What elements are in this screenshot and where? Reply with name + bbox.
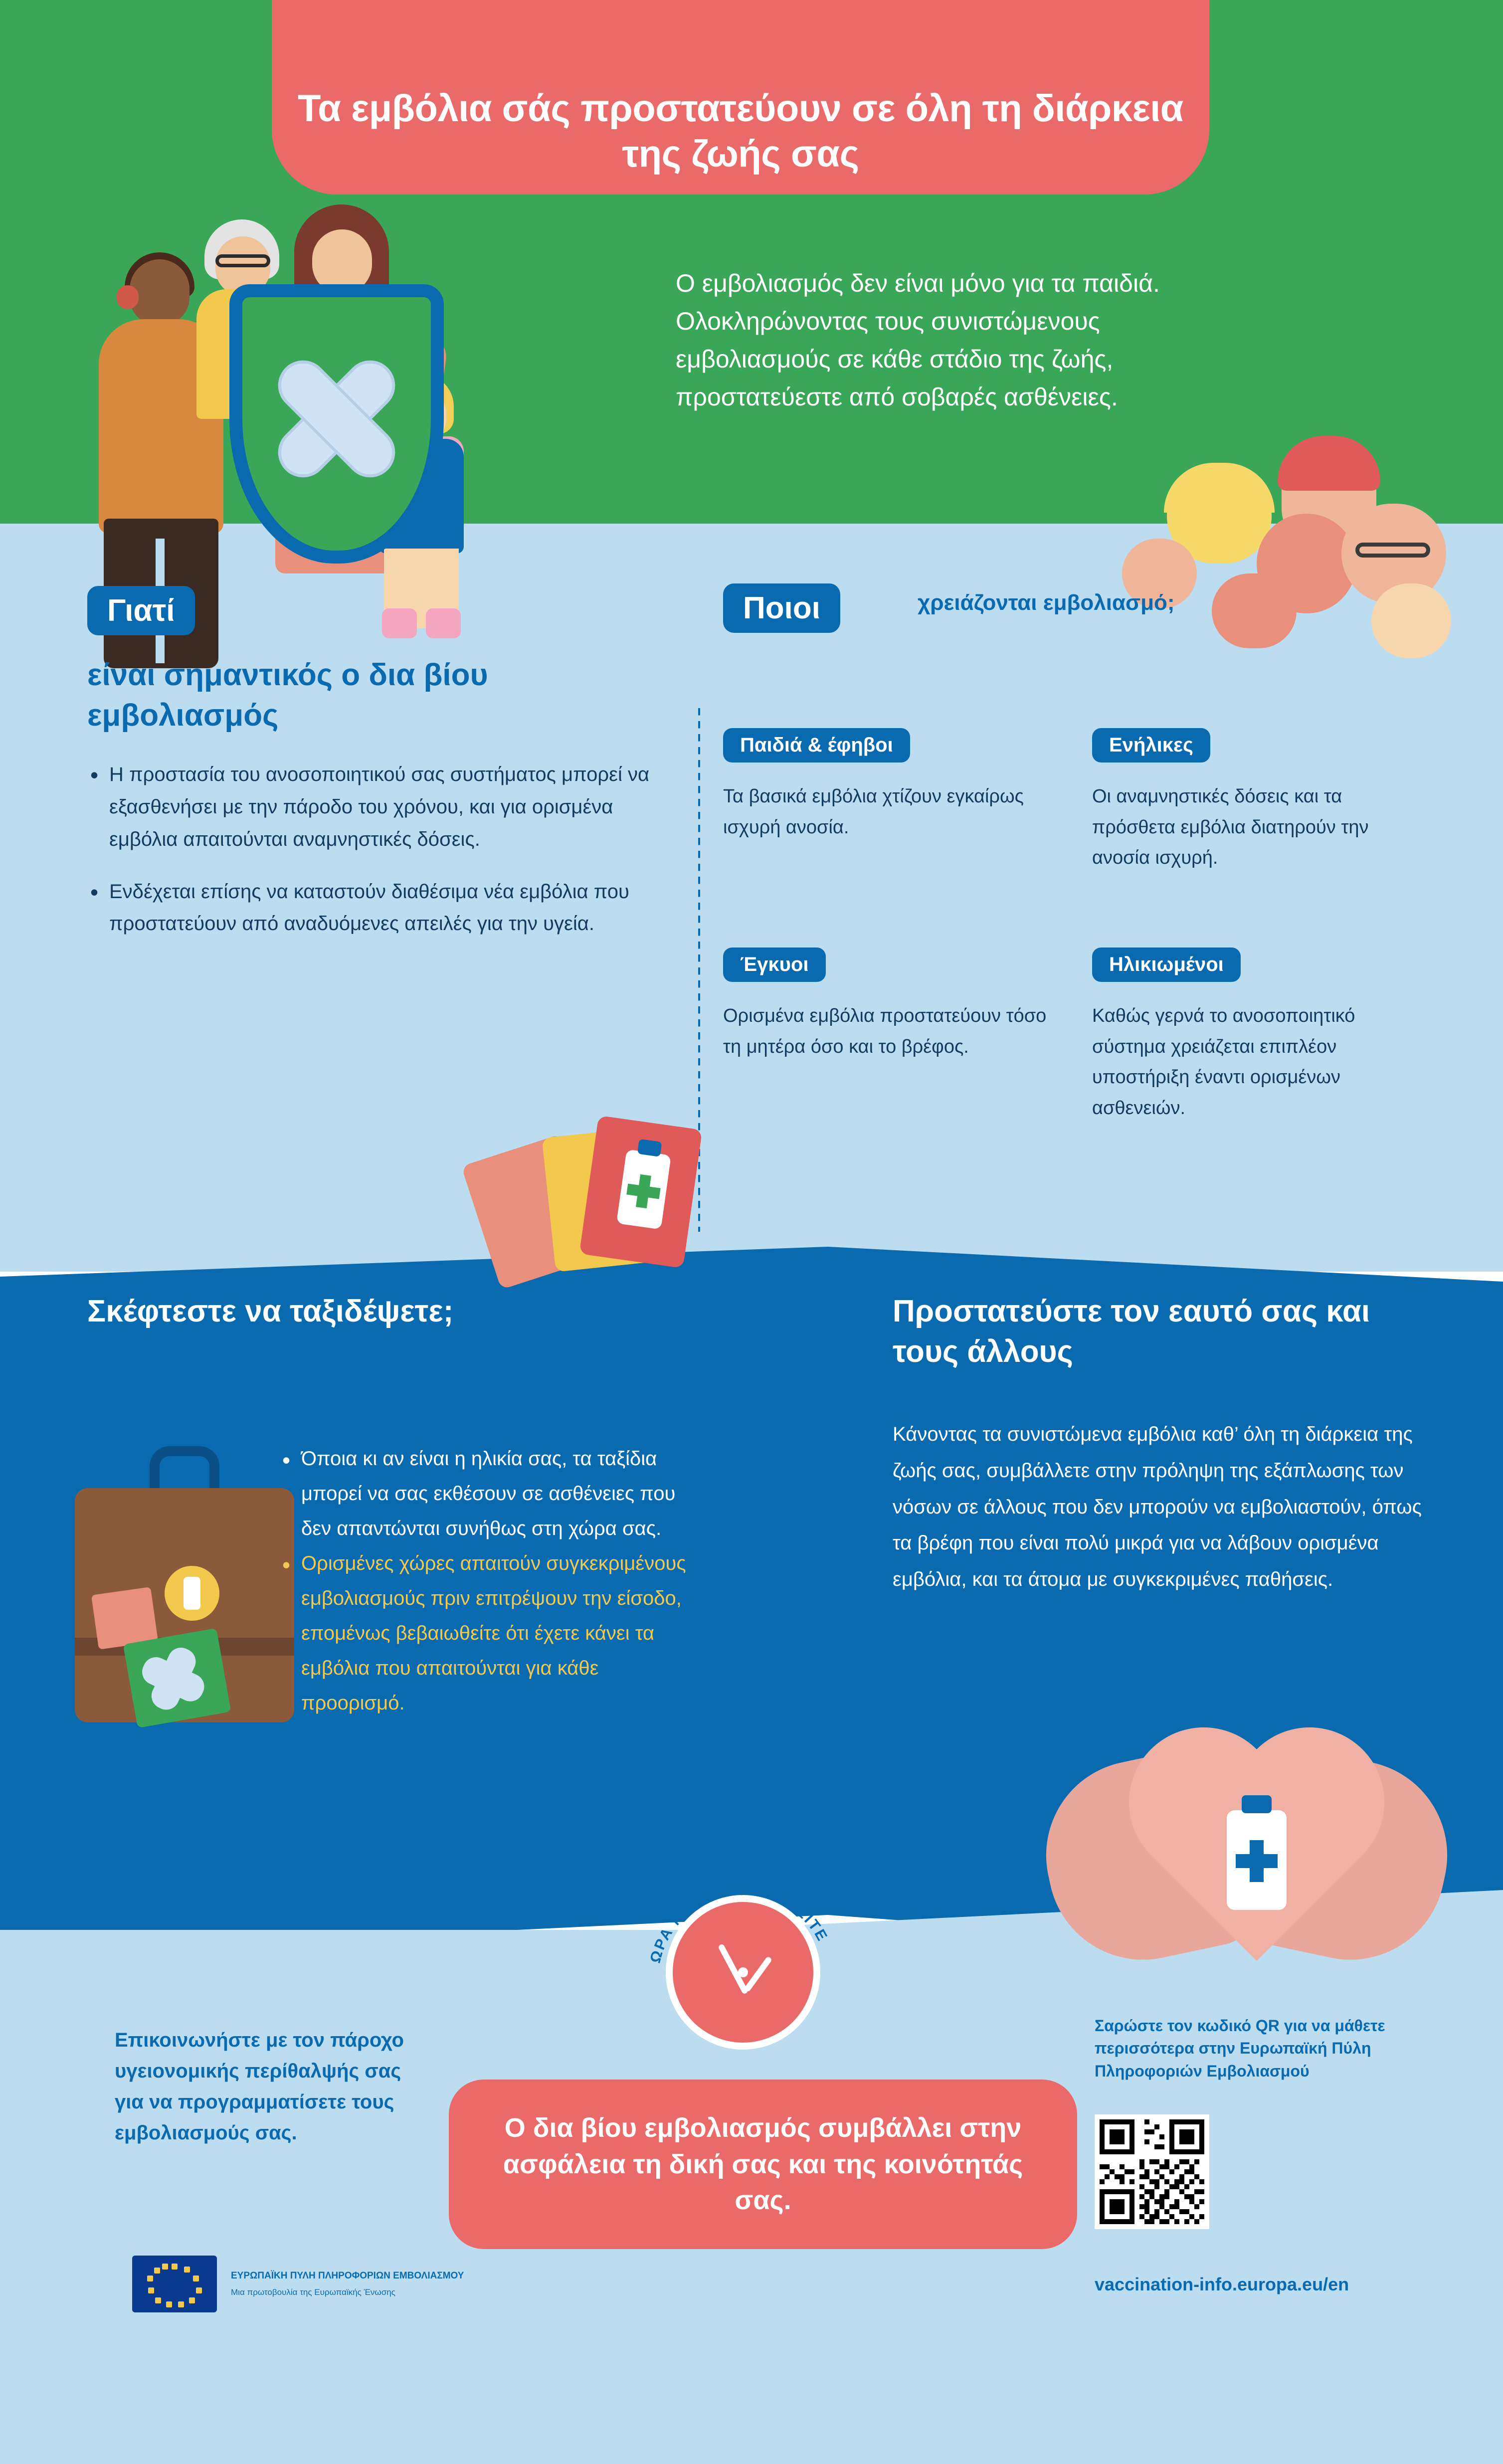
who-group-label: Παιδιά & έφηβοι [723, 728, 910, 762]
who-group-elderly [1092, 948, 1421, 1124]
who-group-text: Οι αναμνηστικές δόσεις και τα πρόσθετα εμβόλια διατηρούν την ανοσία ισχυρή. [1092, 786, 1369, 869]
who-group-label: Έγκυοι [723, 948, 826, 982]
who-pill-label: Ποιοι [723, 583, 840, 633]
people-faces-illustration [1092, 439, 1486, 653]
list-item: • Όποια κι αν είναι η ηλικία σας, τα ταξίδια μπορεί να σας εκθέσουν σε ασθένειες που δεν απαντώνται συνήθως στη χώρα σας. [279, 1441, 688, 1546]
eu-logo [132, 2254, 511, 2314]
who-group-pregnant [723, 948, 1052, 1062]
protect-text: Κάνοντας τα συνιστώμενα εμβόλια καθ’ όλη τη διάρκεια της ζωής σας, συμβάλλετε στην πρόληψη της εξάπλωσης των νόσων σε άλλους που δεν μπορούν να εμβολιαστούν, όπως τα βρέφη που είναι πολύ μικρά για να λάβουν ορισμένα εμβόλια, και τα άτομα με συγκεκριμένες παθήσεις. [893, 1423, 1422, 1591]
who-subtitle: χρειάζονται εμβολιασμό; [918, 590, 1175, 615]
vaccine-vial-icon [165, 1566, 219, 1621]
list-item: • Ορισμένες χώρες απαιτούν συγκεκριμένους εμβολιασμούς πριν επιτρέψουν την είσοδο, επομένως βεβαιωθείτε ότι έχετε κάνει τα εμβόλια που απαιτούνται για κάθε προορισμό. [279, 1546, 688, 1720]
qr-code[interactable] [1095, 2114, 1209, 2229]
eu-logo-title: ΕΥΡΩΠΑΪΚΗ ΠΥΛΗ ΠΛΗΡΟΦΟΡΙΩΝ ΕΜΒΟΛΙΑΣΜΟΥ [231, 2270, 464, 2281]
list-item: • Η προστασία του ανοσοποιητικού σας συστήματος μπορεί να εξασθενήσει με την πάροδο του χρόνου, και για ορισμένα εμβόλια απαιτούνται αναμνηστικές δόσεις. [87, 758, 661, 855]
who-group-adults [1092, 728, 1421, 874]
qr-instructions: Σαρώστε τον κωδικό QR για να μάθετε περισσότερα στην Ευρωπαϊκή Πύλη Πληροφοριών Εμβολιασμού [1095, 2017, 1385, 2080]
why-pill-label: Γιατί [87, 586, 195, 635]
hero-description: Ο εμβολιασμός δεν είναι μόνο για τα παιδιά. Ολοκληρώνοντας τους συνιστώμενους εμβολιασμούς σε κάθε στάδιο της ζωής, προστατεύεστε από σοβαρές ασθένειες. [676, 269, 1160, 411]
website-url[interactable]: vaccination-info.europa.eu/en [1095, 2274, 1349, 2294]
travel-bullet-list [279, 1441, 688, 1720]
plaster-icon [123, 1628, 231, 1728]
contact-text: Επικοινωνήστε με τον πάροχο υγειονομικής περίθαλψής σας για να προγραμματίσετε τους εμβολιασμούς σας. [115, 2029, 404, 2144]
hands-heart-illustration [1037, 1706, 1486, 1975]
vaccination-cards-illustration [474, 1117, 708, 1282]
svg-text:ΩΡΑ ΝΑ ΕΜΒΟΛΙΑΣΤΕΙΤΕ: ΩΡΑ ΝΑ ΕΜΒΟΛΙΑΣΤΕΙΤΕ [647, 1882, 831, 1965]
vaccine-bottle-icon [1227, 1810, 1287, 1910]
cta-text: Ο δια βίου εμβολιασμός συμβάλλει στην ασφάλεια τη δική σας και της κοινότητάς σας. [503, 2113, 1023, 2216]
who-group-children [723, 728, 1052, 843]
qr-code-image [1100, 2119, 1204, 2224]
family-shield-illustration [80, 165, 678, 638]
who-group-text: Καθώς γερνά το ανοσοποιητικό σύστημα χρειάζεται επιπλέον υποστήριξη έναντι ορισμένων ασθενειών. [1092, 1005, 1355, 1119]
travel-heading: Σκέφτεστε να ταξιδέψετε; [87, 1294, 454, 1328]
shield-icon [229, 284, 444, 564]
clock-badge [638, 1865, 848, 2075]
cta-banner [449, 2080, 1077, 2249]
who-group-label: Ενήλικες [1092, 728, 1210, 762]
who-group-text: Ορισμένα εμβόλια προστατεύουν τόσο τη μητέρα όσο και το βρέφος. [723, 1005, 1047, 1057]
who-group-text: Τα βασικά εμβόλια χτίζουν εγκαίρως ισχυρή ανοσία. [723, 786, 1024, 838]
clock-label [638, 1865, 848, 2075]
suitcase-illustration [75, 1446, 294, 1755]
who-group-label: Ηλικιωμένοι [1092, 948, 1241, 982]
who-section-label [723, 583, 840, 633]
eu-flag-icon [132, 2256, 217, 2312]
why-heading: είναι σημαντικός ο δια βίου εμβολιασμός [87, 658, 488, 733]
why-section [87, 586, 661, 960]
why-bullet-list [87, 758, 661, 940]
eu-logo-caption [231, 2270, 464, 2299]
page-title: Τα εμβόλια σάς προστατεύουν σε όλη τη διάρκεια της ζωής σας [297, 87, 1184, 175]
list-item: • Ενδέχεται επίσης να καταστούν διαθέσιμα νέα εμβόλια που προστατεύουν από αναδυόμενες απειλές για την υγεία. [87, 876, 661, 941]
protect-heading: Προστατεύστε τον εαυτό σας και τους άλλους [893, 1294, 1370, 1369]
eu-logo-subtitle: Μια πρωτοβουλία της Ευρωπαϊκής Ένωσης [231, 2287, 395, 2297]
